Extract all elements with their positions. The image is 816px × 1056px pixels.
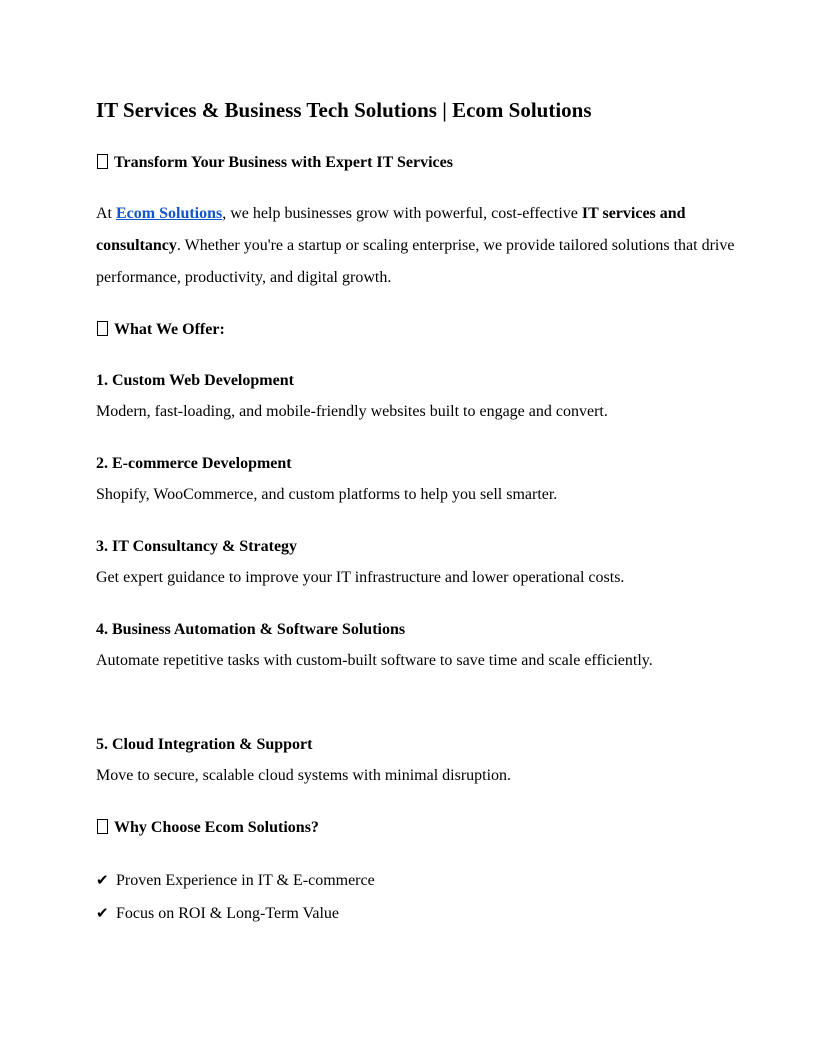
reason-text-2: Focus on ROI & Long-Term Value (116, 905, 339, 922)
checkmark-icon: ✔ (96, 904, 109, 922)
section-heading-why (96, 817, 319, 839)
intro-paragraph (96, 198, 736, 294)
offer-desc-2: Shopify, WooCommerce, and custom platforms to help you sell smarter. (96, 486, 558, 503)
section-heading-transform-text: Transform Your Business with Expert IT Services (114, 154, 453, 171)
ecom-solutions-link[interactable]: Ecom Solutions (116, 205, 223, 222)
offer-title-2: 2. E-commerce Development (96, 455, 292, 472)
offer-desc-5: Move to secure, scalable cloud systems with minimal disruption. (96, 767, 512, 784)
reason-item-1 (96, 869, 375, 892)
offer-desc-4: Automate repetitive tasks with custom-built software to save time and scale efficiently. (96, 652, 653, 669)
section-heading-offer (96, 319, 225, 341)
missing-emoji-icon (97, 819, 108, 834)
page-title: IT Services & Business Tech Solutions | Ecom Solutions (96, 98, 592, 122)
reason-item-2 (96, 902, 339, 925)
intro-text-at: At (96, 205, 116, 222)
offer-title-5: 5. Cloud Integration & Support (96, 736, 313, 753)
section-heading-why-text: Why Choose Ecom Solutions? (114, 819, 319, 836)
reason-text-1: Proven Experience in IT & E-commerce (116, 872, 375, 889)
offer-title-3: 3. IT Consultancy & Strategy (96, 538, 298, 555)
missing-emoji-icon (97, 321, 108, 336)
section-heading-transform (96, 152, 453, 174)
offer-desc-3: Get expert guidance to improve your IT infrastructure and lower operational costs. (96, 569, 625, 586)
intro-text-after-link: , we help businesses grow with powerful, cost-effective (222, 205, 582, 222)
offer-desc-1: Modern, fast-loading, and mobile-friendly websites built to engage and convert. (96, 403, 608, 420)
checkmark-icon: ✔ (96, 871, 109, 889)
offer-title-1: 1. Custom Web Development (96, 372, 294, 389)
missing-emoji-icon (97, 154, 108, 169)
offer-title-4: 4. Business Automation & Software Solutions (96, 621, 406, 638)
intro-bold-phrase: IT services and consultancy (96, 205, 686, 254)
section-heading-offer-text: What We Offer: (114, 321, 225, 338)
intro-text-rest: . Whether you're a startup or scaling enterprise, we provide tailored solutions that drive performance, productivity, and digital growth. (96, 237, 735, 286)
